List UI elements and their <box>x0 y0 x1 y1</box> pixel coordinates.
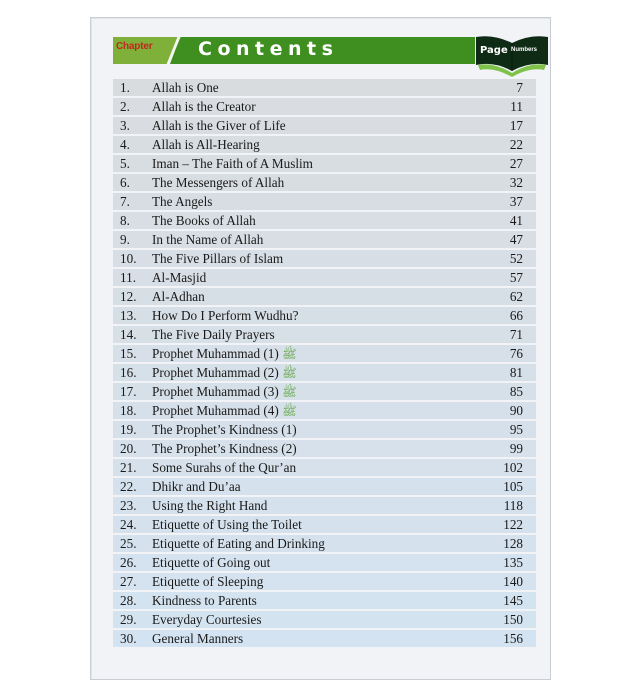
chapter-number: 11. <box>120 270 136 285</box>
chapter-title-text: Iman – The Faith of A Muslim <box>152 156 313 171</box>
page-number: 37 <box>509 194 523 209</box>
chapter-title <box>152 174 284 191</box>
chapter-title-text: Dhikr and Du’aa <box>152 479 241 494</box>
toc-row[interactable] <box>113 554 536 571</box>
chapter-title-text: In the Name of Allah <box>152 232 264 247</box>
toc-row[interactable] <box>113 231 536 248</box>
page-number: 140 <box>503 574 523 589</box>
chapter-number: 4. <box>120 137 130 152</box>
chapter-title <box>152 364 297 382</box>
page-number: 105 <box>503 479 523 494</box>
chapter-number: 8. <box>120 213 130 228</box>
page-number: 118 <box>503 498 523 513</box>
toc-row[interactable] <box>113 364 536 381</box>
toc-row[interactable] <box>113 250 536 267</box>
chapter-title <box>152 193 212 210</box>
chapter-title <box>152 554 270 571</box>
toc-row[interactable] <box>113 269 536 286</box>
chapter-title <box>152 155 313 172</box>
chapter-title <box>152 212 256 229</box>
page-number: 95 <box>509 422 523 437</box>
toc-row[interactable] <box>113 288 536 305</box>
chapter-title-text: Prophet Muhammad <box>152 384 261 399</box>
chapter-title-text: The Books of Allah <box>152 213 256 228</box>
page-number: 156 <box>503 631 523 646</box>
chapter-title-text: The Angels <box>152 194 213 209</box>
toc-row[interactable] <box>113 592 536 609</box>
open-book-icon <box>474 35 550 79</box>
toc-row[interactable] <box>113 155 536 172</box>
pbuh-icon: ﷺ <box>282 347 297 361</box>
chapter-part: (1) <box>263 346 279 361</box>
chapter-title <box>152 288 205 305</box>
chapter-number: 9. <box>120 232 130 247</box>
chapter-title <box>152 497 267 514</box>
page-number: 122 <box>503 517 523 532</box>
chapter-title-text: Allah is the Giver of Life <box>152 118 286 133</box>
pbuh-icon: ﷺ <box>282 404 297 418</box>
page-number: 47 <box>509 232 523 247</box>
chapter-number: 28. <box>120 593 137 608</box>
toc-row[interactable] <box>113 611 536 628</box>
page-number: 66 <box>509 308 523 323</box>
page-number: 7 <box>516 80 523 95</box>
chapter-number: 16. <box>120 365 137 380</box>
toc-row[interactable] <box>113 326 536 343</box>
chapter-number: 1. <box>120 80 130 95</box>
page-number: 17 <box>509 118 523 133</box>
chapter-label: Chapter <box>116 41 153 52</box>
chapter-number: 12. <box>120 289 137 304</box>
page-number: 22 <box>509 137 523 152</box>
chapter-title <box>152 516 302 533</box>
chapter-title-text: The Messengers of Allah <box>152 175 285 190</box>
chapter-title-text: Everyday Courtesies <box>152 612 262 627</box>
chapter-title <box>152 79 219 96</box>
chapter-number: 3. <box>120 118 130 133</box>
chapter-number: 10. <box>120 251 137 266</box>
chapter-part: (2) <box>263 365 279 380</box>
chapter-title <box>152 326 275 343</box>
chapter-title-text: Some Surahs of the Qur’an <box>152 460 297 475</box>
chapter-number: 26. <box>120 555 137 570</box>
pbuh-icon: ﷺ <box>282 385 297 399</box>
toc-row[interactable] <box>113 573 536 590</box>
chapter-title <box>152 478 241 495</box>
contents-header <box>113 37 475 64</box>
page-number: 99 <box>509 441 523 456</box>
chapter-title <box>152 231 263 248</box>
chapter-title <box>152 573 263 590</box>
toc-row[interactable] <box>113 516 536 533</box>
chapter-title <box>152 421 297 438</box>
chapter-number: 5. <box>120 156 130 171</box>
chapter-title <box>152 611 262 628</box>
page-number: 76 <box>509 346 523 361</box>
chapter-title-text: Al-Masjid <box>152 270 207 285</box>
chapter-number: 20. <box>120 441 137 456</box>
chapter-title-text: Allah is One <box>152 80 219 95</box>
chapter-number: 13. <box>120 308 137 323</box>
page-number: 90 <box>509 403 523 418</box>
chapter-title <box>152 269 206 286</box>
chapter-title-text: The Five Daily Prayers <box>152 327 275 342</box>
chapter-number: 30. <box>120 631 137 646</box>
page-number: 71 <box>509 327 523 342</box>
chapter-title <box>152 535 325 552</box>
page-number: 41 <box>509 213 523 228</box>
page-title: Contents <box>198 38 339 60</box>
chapter-title-text: Kindness to Parents <box>152 593 257 608</box>
chapter-title <box>152 136 260 153</box>
toc-row[interactable] <box>113 136 536 153</box>
chapter-number: 29. <box>120 612 137 627</box>
chapter-title <box>152 250 283 267</box>
contents-page <box>90 17 551 680</box>
chapter-title-text: Allah is All-Hearing <box>152 137 260 152</box>
page-number: 57 <box>509 270 523 285</box>
chapter-title <box>152 98 256 115</box>
pbuh-icon: ﷺ <box>282 366 297 380</box>
toc-row[interactable] <box>113 193 536 210</box>
toc-row[interactable] <box>113 98 536 115</box>
chapter-number: 22. <box>120 479 137 494</box>
chapter-number: 19. <box>120 422 137 437</box>
chapter-number: 25. <box>120 536 137 551</box>
page-number: 81 <box>509 365 523 380</box>
chapter-title-text: Al-Adhan <box>152 289 205 304</box>
chapter-number: 21. <box>120 460 137 475</box>
chapter-title-text: Allah is the Creator <box>152 99 256 114</box>
toc-row[interactable] <box>113 174 536 191</box>
chapter-number: 15. <box>120 346 137 361</box>
page-number: 27 <box>509 156 523 171</box>
chapter-number: 7. <box>120 194 130 209</box>
page-number: 85 <box>509 384 523 399</box>
chapter-title <box>152 117 286 134</box>
toc-row[interactable] <box>113 212 536 229</box>
toc-row[interactable] <box>113 402 536 419</box>
chapter-title-text: The Prophet’s Kindness (2) <box>152 441 297 456</box>
chapter-title-text: Etiquette of Eating and Drinking <box>152 536 325 551</box>
chapter-number: 18. <box>120 403 137 418</box>
chapter-title-text: General Manners <box>152 631 244 646</box>
page-number: 150 <box>503 612 523 627</box>
chapter-title-text: Prophet Muhammad <box>152 403 261 418</box>
numbers-label: Numbers <box>511 47 538 53</box>
page-number: 135 <box>503 555 523 570</box>
book-icon-svg <box>474 35 550 79</box>
chapter-title-text: Etiquette of Using the Toilet <box>152 517 302 532</box>
chapter-number: 17. <box>120 384 137 399</box>
chapter-title <box>152 459 296 476</box>
toc-row[interactable] <box>113 535 536 552</box>
page-number: 11 <box>510 99 523 114</box>
chapter-part: (4) <box>263 403 279 418</box>
toc-row[interactable] <box>113 440 536 457</box>
chapter-part: (3) <box>263 384 279 399</box>
page-number: 32 <box>509 175 523 190</box>
toc-row[interactable] <box>113 478 536 495</box>
chapter-number: 14. <box>120 327 137 342</box>
chapter-title-text: The Five Pillars of Islam <box>152 251 284 266</box>
chapter-number: 24. <box>120 517 137 532</box>
toc-row[interactable] <box>113 421 536 438</box>
chapter-number: 23. <box>120 498 137 513</box>
chapter-title <box>152 307 298 324</box>
toc-row[interactable] <box>113 79 536 96</box>
chapter-title-text: How Do I Perform Wudhu? <box>152 308 299 323</box>
toc-row[interactable] <box>113 345 536 362</box>
chapter-title <box>152 383 297 401</box>
toc-row[interactable] <box>113 117 536 134</box>
toc-row[interactable] <box>113 383 536 400</box>
chapter-title-text: Prophet Muhammad <box>152 346 261 361</box>
page-number: 145 <box>503 593 523 608</box>
chapter-title <box>152 630 243 647</box>
toc-row[interactable] <box>113 630 536 647</box>
page-number: 62 <box>509 289 523 304</box>
toc-row[interactable] <box>113 459 536 476</box>
table-of-contents <box>113 79 536 649</box>
chapter-title-text: The Prophet’s Kindness (1) <box>152 422 297 437</box>
chapter-number: 27. <box>120 574 137 589</box>
chapter-title <box>152 345 297 363</box>
chapter-title-text: Etiquette of Going out <box>152 555 271 570</box>
chapter-title-text: Using the Right Hand <box>152 498 268 513</box>
page-number: 52 <box>509 251 523 266</box>
chapter-title <box>152 402 297 420</box>
chapter-title-text: Etiquette of Sleeping <box>152 574 264 589</box>
toc-row[interactable] <box>113 497 536 514</box>
toc-row[interactable] <box>113 307 536 324</box>
chapter-title <box>152 440 297 457</box>
chapter-title-text: Prophet Muhammad <box>152 365 261 380</box>
page-number: 102 <box>503 460 523 475</box>
chapter-number: 2. <box>120 99 130 114</box>
page-number: 128 <box>503 536 523 551</box>
page-label: Page <box>480 45 508 56</box>
chapter-title <box>152 592 257 609</box>
chapter-number: 6. <box>120 175 130 190</box>
